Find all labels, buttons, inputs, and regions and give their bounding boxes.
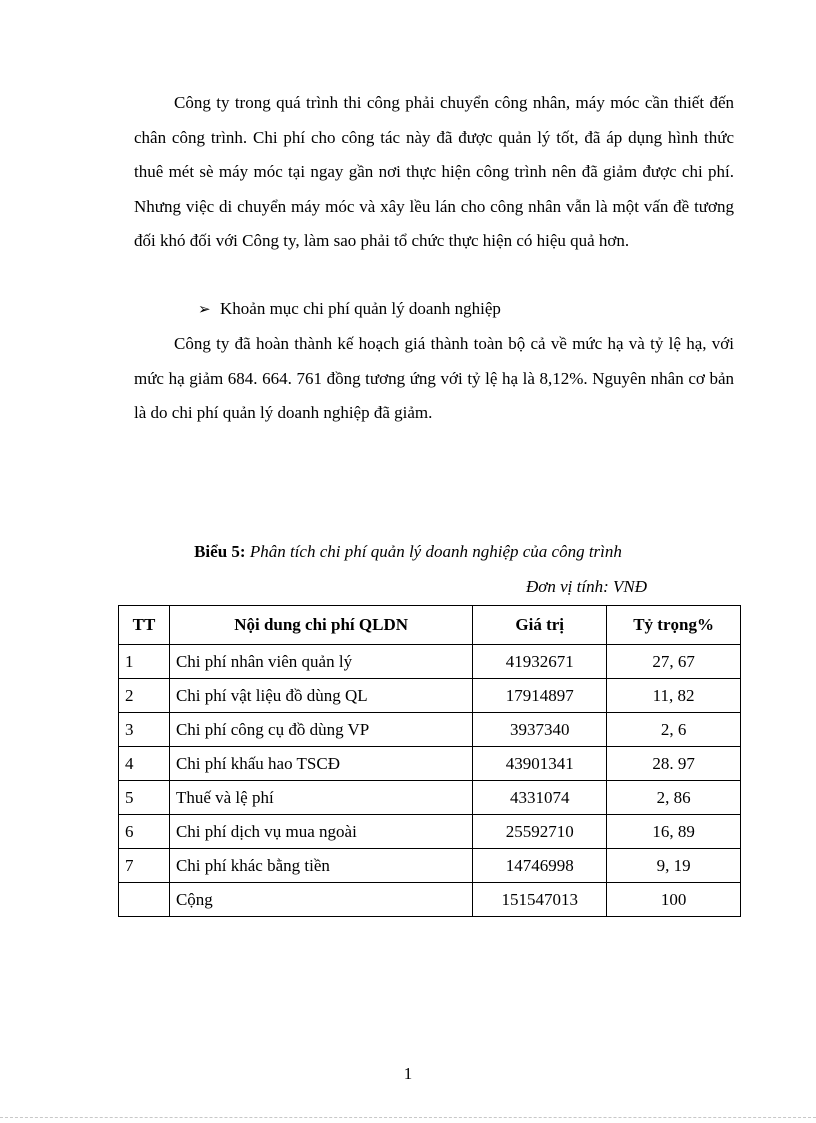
caption-label: Biểu 5:: [194, 542, 246, 561]
paragraph-transport-costs: Công ty trong quá trình thi công phải chuyển công nhân, máy móc cần thiết đến chân công trình. Chi phí cho công tác này đã được quản lý tốt, đã áp dụng hình thức thuê mét sè máy móc tại ngay gần nơi thực hiện công trình nên đã giảm được chi phí. Nhưng việc di chuyển máy móc và xây lều lán cho công nhân vẫn là một vấn đề tương đối khó đối với Công ty, làm sao phải tổ chức thực hiện có hiệu quả hơn.: [134, 93, 734, 251]
bullet-heading-text: Khoản mục chi phí quản lý doanh nghiệp: [220, 299, 501, 318]
row-value: 14746998: [473, 849, 607, 883]
row-value: 4331074: [473, 781, 607, 815]
row-name: Chi phí công cụ đồ dùng VP: [169, 713, 472, 747]
table-row: [119, 713, 741, 747]
row-share: 2, 86: [607, 781, 741, 815]
row-name: Chi phí khấu hao TSCĐ: [169, 747, 472, 781]
table-caption: [0, 540, 816, 564]
row-tt: 1: [119, 645, 170, 679]
row-share: 28. 97: [607, 747, 741, 781]
table-total-row: [119, 883, 741, 917]
table-header-row: [119, 606, 741, 645]
row-tt: 4: [119, 747, 170, 781]
paragraph-cost-reduction: Công ty đã hoàn thành kế hoạch giá thành toàn bộ cả về mức hạ và tỷ lệ hạ, với mức hạ giảm 684. 664. 761 đồng tương ứng với tỷ lệ hạ là 8,12%. Nguyên nhân cơ bản là do chi phí quản lý doanh nghiệp đã giảm.: [134, 334, 734, 423]
row-share: 27, 67: [607, 645, 741, 679]
page-number: 1: [403, 1064, 413, 1083]
row-value: 3937340: [473, 713, 607, 747]
row-name: Thuế và lệ phí: [169, 781, 472, 815]
unit-note: Đơn vị tính: VNĐ: [526, 577, 647, 596]
row-tt: 2: [119, 679, 170, 713]
row-value: 151547013: [473, 883, 607, 917]
table-row: [119, 645, 741, 679]
header-tt: TT: [119, 606, 170, 645]
bullet-heading: [198, 292, 501, 327]
row-share: 100: [607, 883, 741, 917]
caption-title: Phân tích chi phí quản lý doanh nghiệp của công trình: [245, 542, 622, 561]
table-row: [119, 679, 741, 713]
row-value: 41932671: [473, 645, 607, 679]
row-name: Chi phí dịch vụ mua ngoài: [169, 815, 472, 849]
header-content: Nội dung chi phí QLDN: [169, 606, 472, 645]
row-value: 17914897: [473, 679, 607, 713]
row-share: 16, 89: [607, 815, 741, 849]
row-name: Chi phí vật liệu đồ dùng QL: [169, 679, 472, 713]
row-share: 9, 19: [607, 849, 741, 883]
row-name: Cộng: [169, 883, 472, 917]
row-tt: 7: [119, 849, 170, 883]
page-bottom-divider: [0, 1117, 816, 1118]
row-value: 43901341: [473, 747, 607, 781]
row-tt: 6: [119, 815, 170, 849]
row-name: Chi phí khác bằng tiền: [169, 849, 472, 883]
row-share: 2, 6: [607, 713, 741, 747]
row-tt: 5: [119, 781, 170, 815]
cost-table: [118, 605, 741, 917]
row-share: 11, 82: [607, 679, 741, 713]
header-value: Giá trị: [473, 606, 607, 645]
table-row: [119, 781, 741, 815]
row-tt: 3: [119, 713, 170, 747]
table-row: [119, 849, 741, 883]
row-value: 25592710: [473, 815, 607, 849]
header-share: Tỷ trọng%: [607, 606, 741, 645]
table-row: [119, 815, 741, 849]
table-row: [119, 747, 741, 781]
row-name: Chi phí nhân viên quản lý: [169, 645, 472, 679]
arrow-bullet-icon: ➢: [198, 302, 211, 318]
row-tt: [119, 883, 170, 917]
